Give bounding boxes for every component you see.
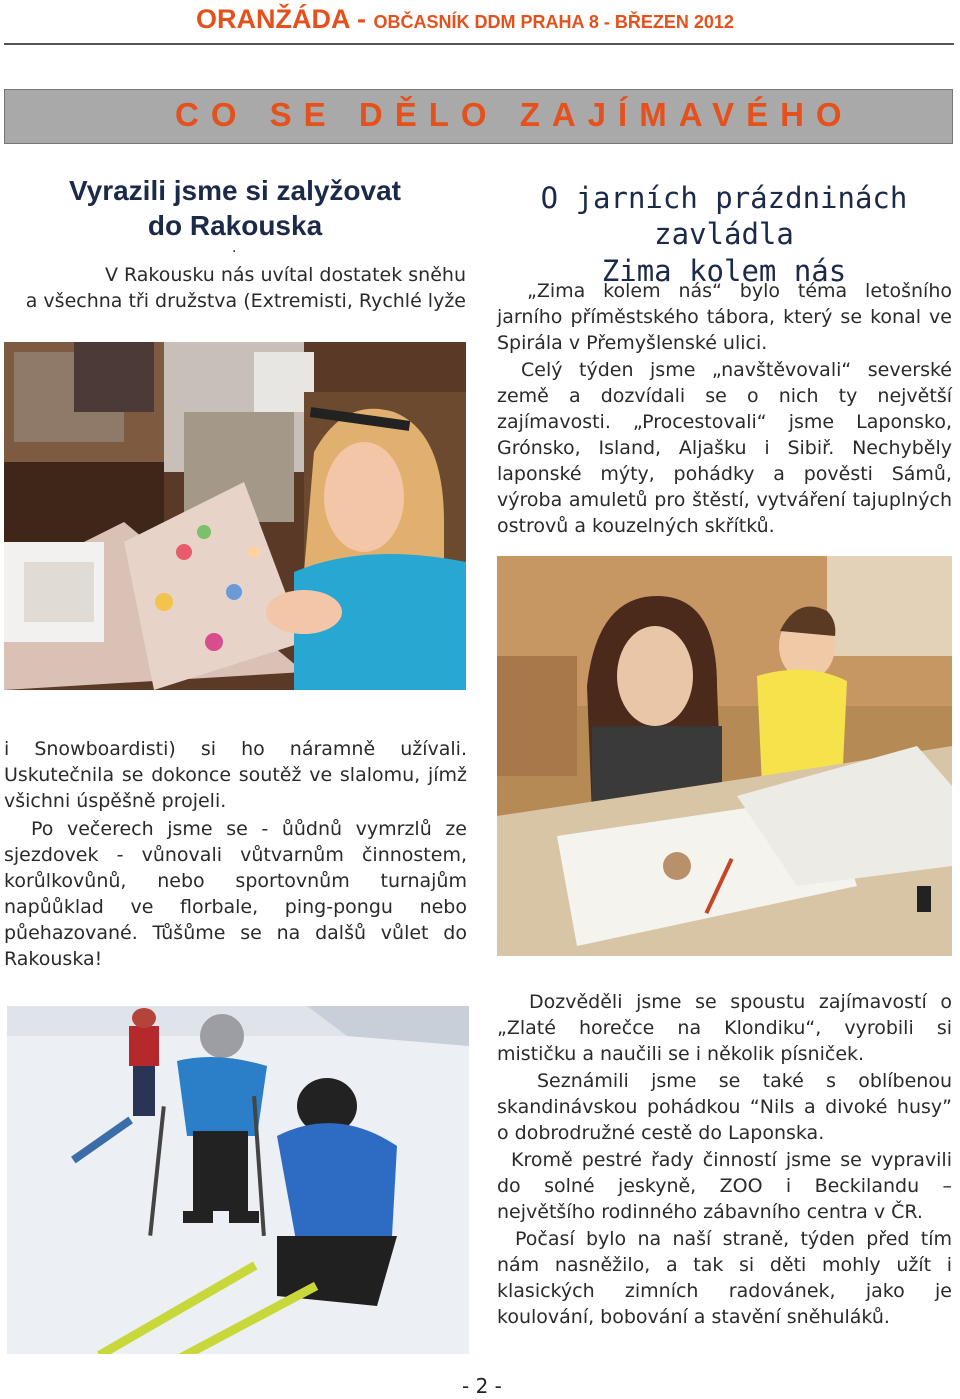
- left-intro-line2: a všechna tři družstva (Extremisti, Rychlé lyže: [25, 290, 466, 312]
- page-number: - 2 -: [462, 1374, 502, 1398]
- header-rule: [4, 43, 954, 45]
- photo-children-crafting: [497, 556, 952, 956]
- right-article-title: [496, 180, 952, 289]
- right-p6: Počasí bylo na naší straně, týden před tím nám nasněžilo, a tak si děti mohly užít i klasických zimních radovánek, jako je koulování, bobování a stavění sněhuláků.: [497, 1228, 952, 1328]
- right-p1: „Zima kolem nás“ bylo téma letošního jarního příměstského tábora, který se konal ve Spirála v Přemyšlenské ulici.: [497, 280, 952, 354]
- photo-girl-beads-image: [4, 342, 466, 690]
- page-header: [0, 0, 960, 44]
- photo-skiing-kids: [7, 1006, 469, 1354]
- right-title-line1: O jarních prázdninách zavládla: [540, 181, 908, 252]
- section-banner: [4, 89, 953, 144]
- left-body-p1: i Snowboardisti) si ho náramně užívali. Uskutečnila se dokonce soutěž ve slalomu, jímž všichni úspěšně projeli.: [4, 738, 467, 812]
- left-article-title: [40, 173, 430, 243]
- newsletter-name: ORANŽÁDA -: [196, 4, 374, 34]
- left-title-line1: Vyrazili jsme si zalyžovat: [68, 175, 402, 206]
- right-title-line2: Zima kolem nás: [601, 253, 847, 288]
- photo-girl-beads: [4, 342, 466, 690]
- right-p5: Kromě pestré řady činností jsme se vypravili do solné jeskyně, ZOO i Beckilandu – největšího rodinného zábavního centra v ČR.: [497, 1149, 952, 1223]
- photo-children-crafting-image: [497, 556, 952, 956]
- right-p4: Seznámili jsme se také s oblíbenou skandinávskou pohádkou “Nils a divoké husy” o dobrodružné cestě do Laponska.: [497, 1070, 952, 1144]
- left-body-p2: Po večerech jsme se - ůůdnů vymrzlů ze sjezdovek - vůnovali vůtvarnům činnostem, korůlkovůnů, nebo sportovnům turnajům napůůklad ve florbale, ping-pongu nebo půehazované. Tůšůme se na dalšů vůlet do Rakouska!: [4, 818, 467, 970]
- left-intro-line1: V Rakousku nás uvítal dostatek sněhu: [104, 264, 466, 286]
- banner-text: CO SE DĚLO ZAJÍMAVÉHO: [175, 96, 854, 133]
- right-p2: Celý týden jsme „navštěvovali“ severské země a dozvídali se o nich ty největší zajímavosti. „Procestovali“ jsme Laponsko, Grónsko, Island, Aljašku i Sibiř. Nechyběly laponské mýty, pohádky a pověsti Sámů, výroba amuletů pro štěstí, vytváření tajuplných ostrovů a kouzelných skřítků.: [497, 359, 952, 537]
- right-p3: Dozvěděli jsme se spoustu zajímavostí o „Zlaté horečce na Klondiku“, vyrobili si mističku a naučili se i několik písniček.: [497, 991, 952, 1065]
- left-title-line2: do Rakouska: [147, 210, 323, 241]
- newsletter-title: [196, 4, 734, 35]
- photo-skiing-kids-image: [7, 1006, 469, 1354]
- title-dot: .: [232, 240, 237, 256]
- left-intro: [4, 262, 466, 314]
- newsletter-subtitle: OBČASNÍK DDM PRAHA 8 - BŘEZEN 2012: [373, 12, 734, 32]
